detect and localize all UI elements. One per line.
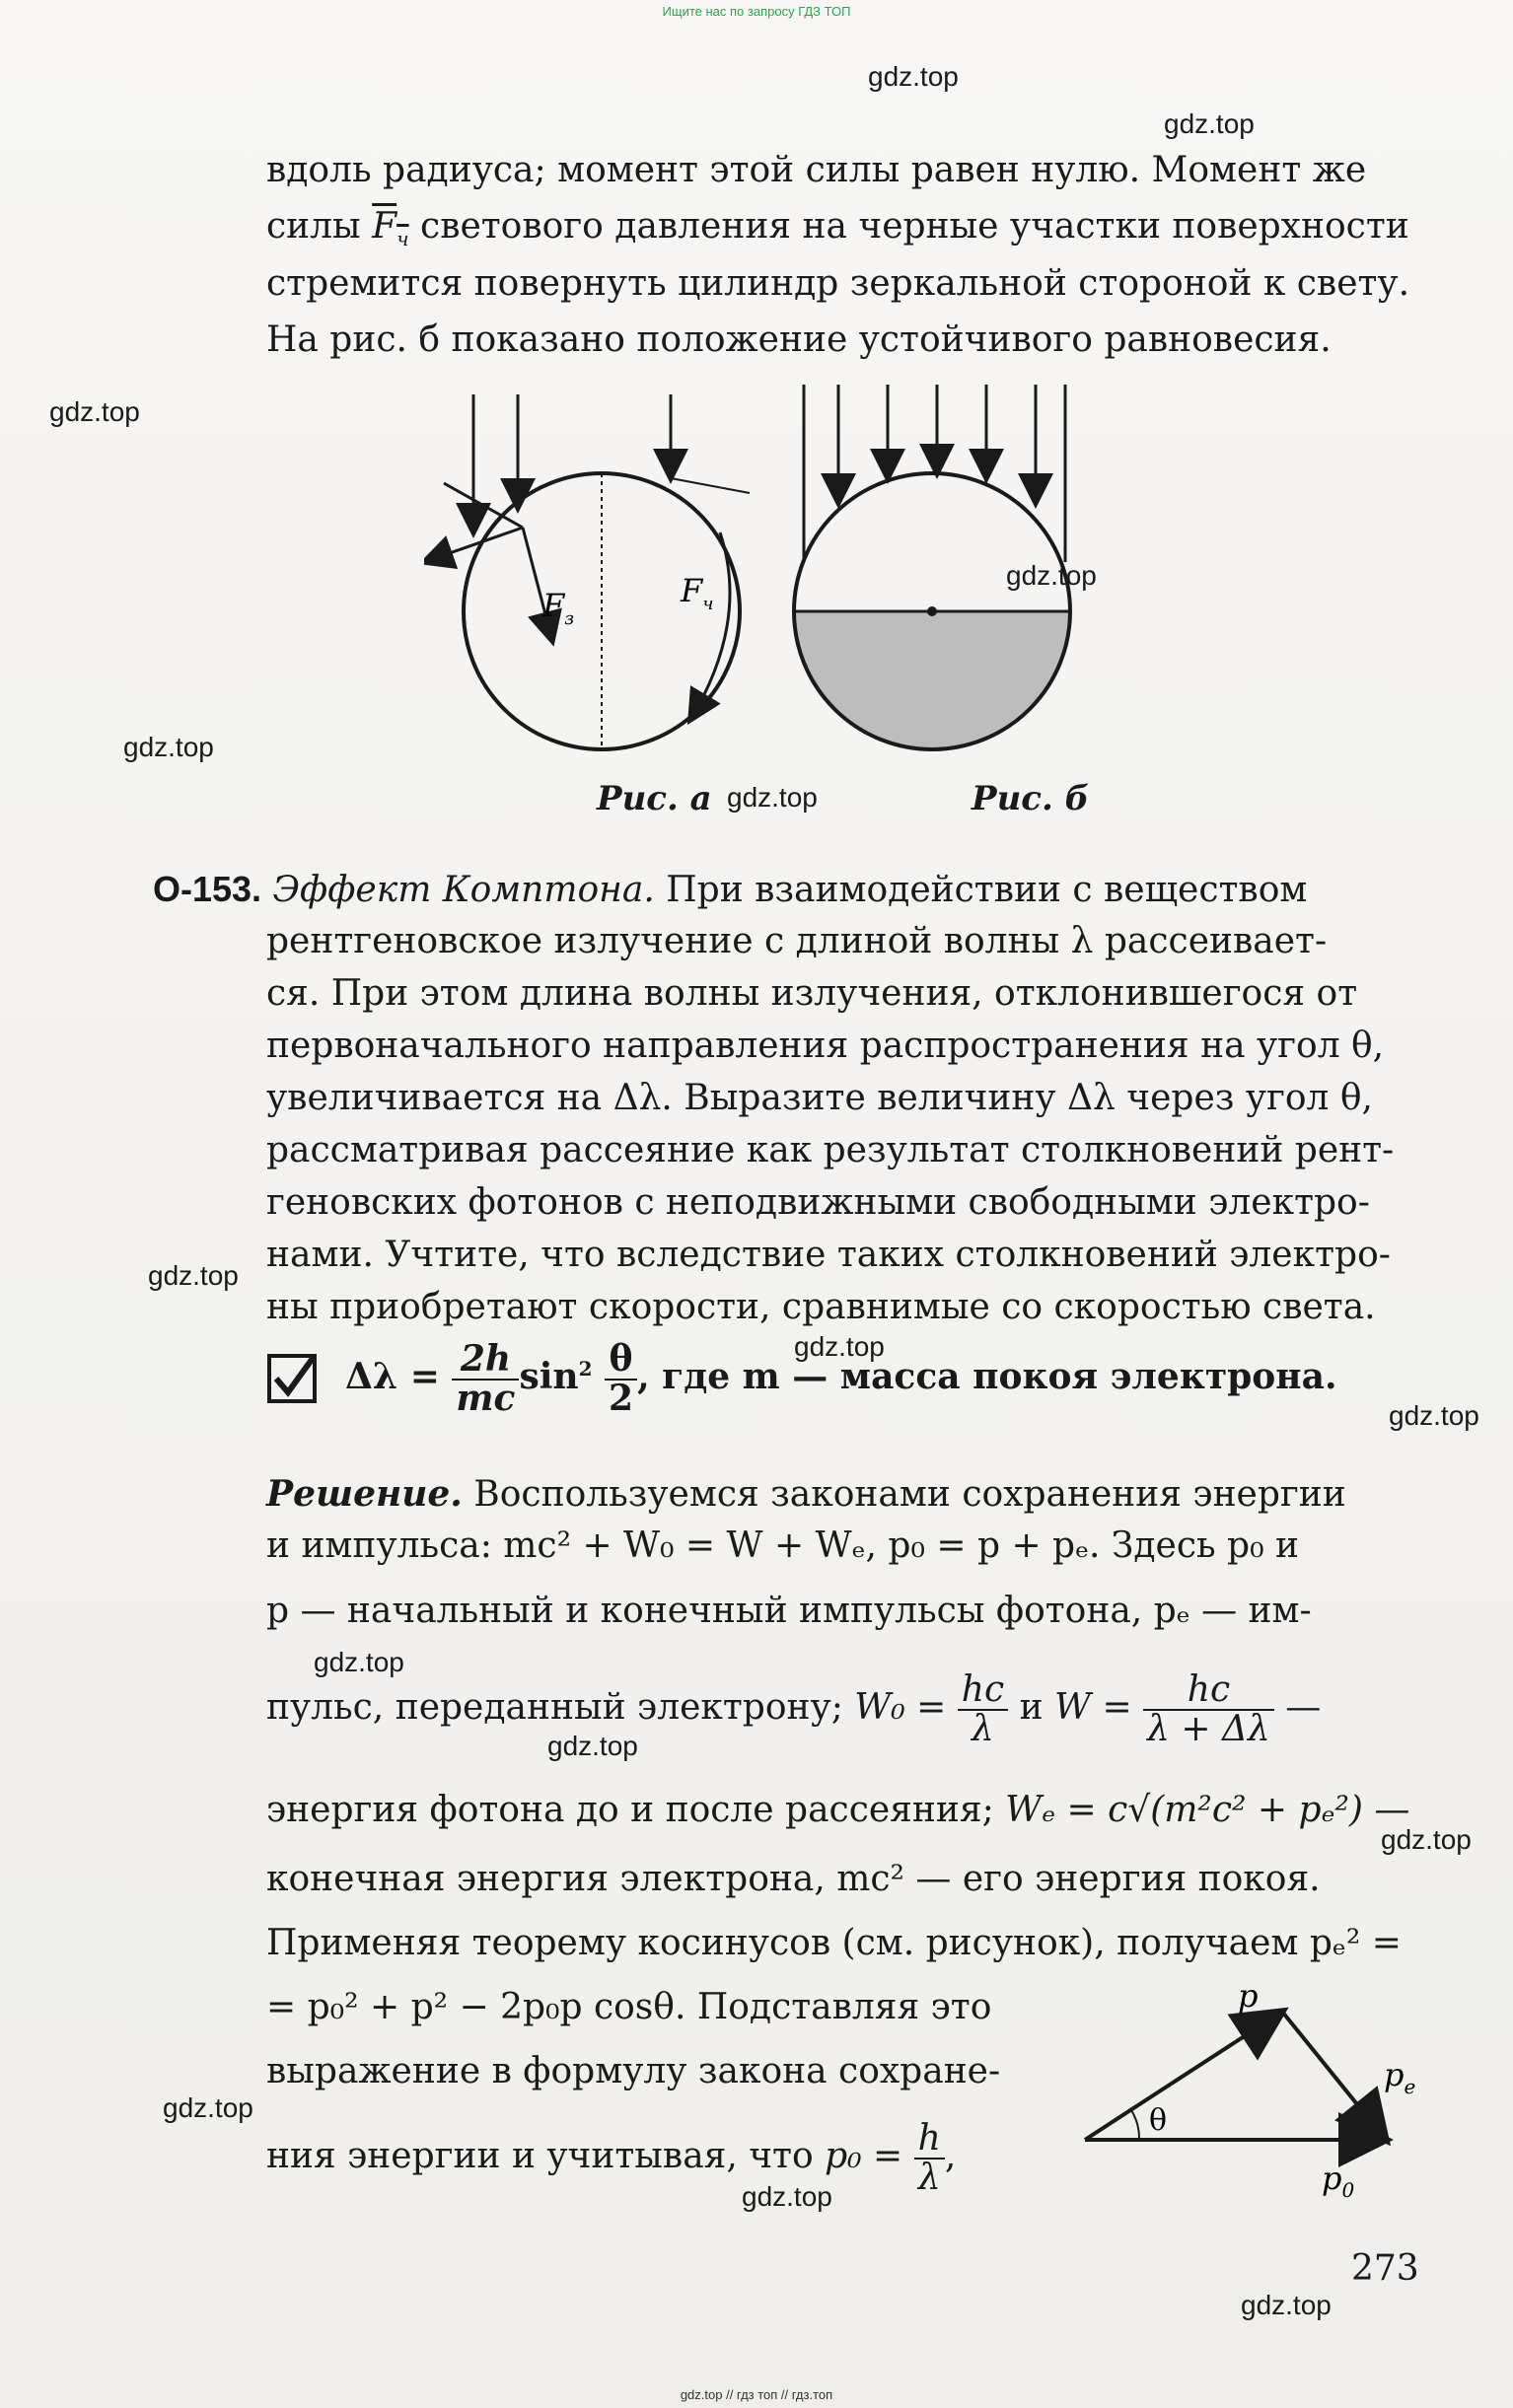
problem-title: Эффект Комптона.: [272, 870, 655, 910]
caption-fig-a: Рис. а: [597, 779, 712, 818]
text-fragment: ния энергии и учитывая, что: [266, 2135, 814, 2176]
text-line: геновских фотонов с неподвижными свободными электро-: [266, 1182, 1370, 1223]
denominator: λ + Δλ: [1147, 1708, 1270, 1749]
denominator: λ: [972, 1708, 994, 1749]
text-line: стремится повернуть цилиндр зеркальной стороной к свету.: [266, 263, 1410, 304]
text-fragment: и: [1019, 1686, 1044, 1728]
w0-symbol: W₀ =: [854, 1686, 947, 1728]
watermark: gdz.top: [727, 782, 818, 813]
numerator: h: [914, 2120, 945, 2160]
text-fragment: энергия фотона до и после рассеяния;: [266, 1790, 994, 1830]
label-theta: θ: [1149, 2103, 1168, 2138]
text-line: Применяя теорему косинусов (см. рисунок), получаем pₑ² =: [266, 1923, 1402, 1963]
text-line: [266, 1671, 1321, 1748]
fraction: [914, 2120, 945, 2197]
label-pe: $p_e$: [1384, 2056, 1416, 2098]
watermark: gdz.top: [148, 1260, 239, 1291]
label-p: p: [1238, 1977, 1259, 2015]
solution-line: [266, 1473, 1346, 1515]
label-p0: $p_0$: [1322, 2160, 1355, 2202]
page-number: 273: [1351, 2248, 1419, 2289]
watermark: gdz.top: [1389, 1400, 1479, 1431]
denominator: mc: [456, 1377, 516, 1419]
figure-cylinders: [424, 385, 1115, 759]
problem-number: О-153.: [153, 869, 262, 909]
text-line: [266, 206, 1409, 251]
text-line: выражение в формулу закона сохране-: [266, 2051, 1001, 2091]
watermark: gdz.top: [868, 61, 959, 92]
text-fragment: ,: [944, 2135, 957, 2176]
force-symbol: $F_ч$: [372, 206, 409, 251]
fraction: [605, 1338, 637, 1419]
watermark: gdz.top: [1006, 560, 1097, 591]
fraction: [958, 1671, 1008, 1748]
answer-prefix: Δλ =: [345, 1355, 440, 1397]
text-fragment: светового давления на черные участки поверхности: [420, 206, 1409, 247]
text-line: первоначального направления распространения на угол θ,: [266, 1026, 1385, 1066]
watermark: gdz.top: [547, 1731, 638, 1761]
watermark: gdz.top: [742, 2181, 832, 2212]
watermark: gdz.top: [1381, 1824, 1472, 1855]
text-line: ны приобретают скорости, сравнимые со скоростью света.: [266, 1287, 1376, 1327]
text-line: = p₀² + p² − 2p₀p cosθ. Подставляя это: [266, 1987, 992, 2027]
text-line: конечная энергия электрона, mc² — его энергия покоя.: [266, 1859, 1321, 1899]
top-banner: Ищите нас по запросу ГДЗ ТОП: [662, 4, 851, 19]
text-line: рассматривая рассеяние как результат столкновений рент-: [266, 1130, 1395, 1170]
numerator: hc: [958, 1671, 1008, 1711]
solution-label: Решение.: [266, 1473, 463, 1515]
text-line: увеличивается на Δλ. Выразите величину Δλ через угол θ,: [266, 1078, 1373, 1118]
answer-suffix: , где m — масса покоя электрона.: [637, 1355, 1337, 1397]
watermark: gdz.top: [123, 732, 214, 762]
denominator: 2: [609, 1377, 634, 1419]
text-line: ся. При этом длина волны излучения, отклонившегося от: [266, 973, 1358, 1014]
watermark: gdz.top: [314, 1647, 404, 1677]
fraction: [452, 1338, 519, 1419]
text-line: нами. Учтите, что вследствие таких столкновений электро-: [266, 1235, 1391, 1275]
fraction: [1143, 1671, 1274, 1748]
watermark: gdz.top: [794, 1331, 885, 1362]
denominator: λ: [917, 2157, 941, 2198]
numerator: hc: [1143, 1671, 1274, 1711]
we-formula: Wₑ = c√(m²c² + pₑ²) —: [1005, 1790, 1410, 1830]
problem-line: [153, 869, 1308, 910]
text-line: [266, 2120, 956, 2197]
text-line: [266, 1790, 1410, 1830]
w-symbol: W =: [1054, 1686, 1132, 1728]
p0-symbol: p₀ =: [825, 2135, 903, 2176]
answer-formula: Δλ = $\frac{2h}{mc}$ $\sin^2$ $\frac{\theta}{2}$ , где m — масса покоя электрона.: [345, 1338, 1337, 1419]
text-fragment: —: [1285, 1686, 1322, 1728]
watermark: gdz.top: [1164, 108, 1255, 139]
text-fragment: При взаимодействии с веществом: [666, 870, 1308, 910]
watermark: gdz.top: [1241, 2290, 1332, 2320]
text-line: рентгеновское излучение с длиной волны λ рассеивает-: [266, 921, 1328, 961]
text-line: p — начальный и конечный импульсы фотона, pₑ — им-: [266, 1591, 1312, 1631]
text-fragment: пульс, переданный электрону;: [266, 1686, 843, 1728]
numerator: 2h: [452, 1341, 519, 1381]
watermark: gdz.top: [163, 2092, 253, 2123]
text-line: и импульса: mc² + W₀ = W + Wₑ, p₀ = p + pₑ. Здесь p₀ и: [266, 1525, 1299, 1566]
bottom-banner: gdz.top // гдз топ // гдз.топ: [680, 2387, 833, 2402]
caption-fig-b: Рис. б: [972, 779, 1090, 818]
text-line: На рис. б показано положение устойчивого равновесия.: [266, 319, 1332, 360]
momentum-triangle: [1070, 1977, 1445, 2204]
numerator: θ: [605, 1341, 637, 1381]
label-f3: $F_з$: [542, 587, 575, 629]
text-fragment: силы: [266, 206, 361, 247]
text-fragment: Воспользуемся законами сохранения энергии: [473, 1474, 1346, 1515]
text-line: вдоль радиуса; момент этой силы равен нулю. Момент же: [266, 150, 1367, 190]
checkmark-icon: [266, 1353, 318, 1404]
sin-fn: sin: [519, 1355, 579, 1397]
watermark: gdz.top: [49, 396, 140, 427]
label-fch: $F_ч$: [681, 572, 714, 614]
